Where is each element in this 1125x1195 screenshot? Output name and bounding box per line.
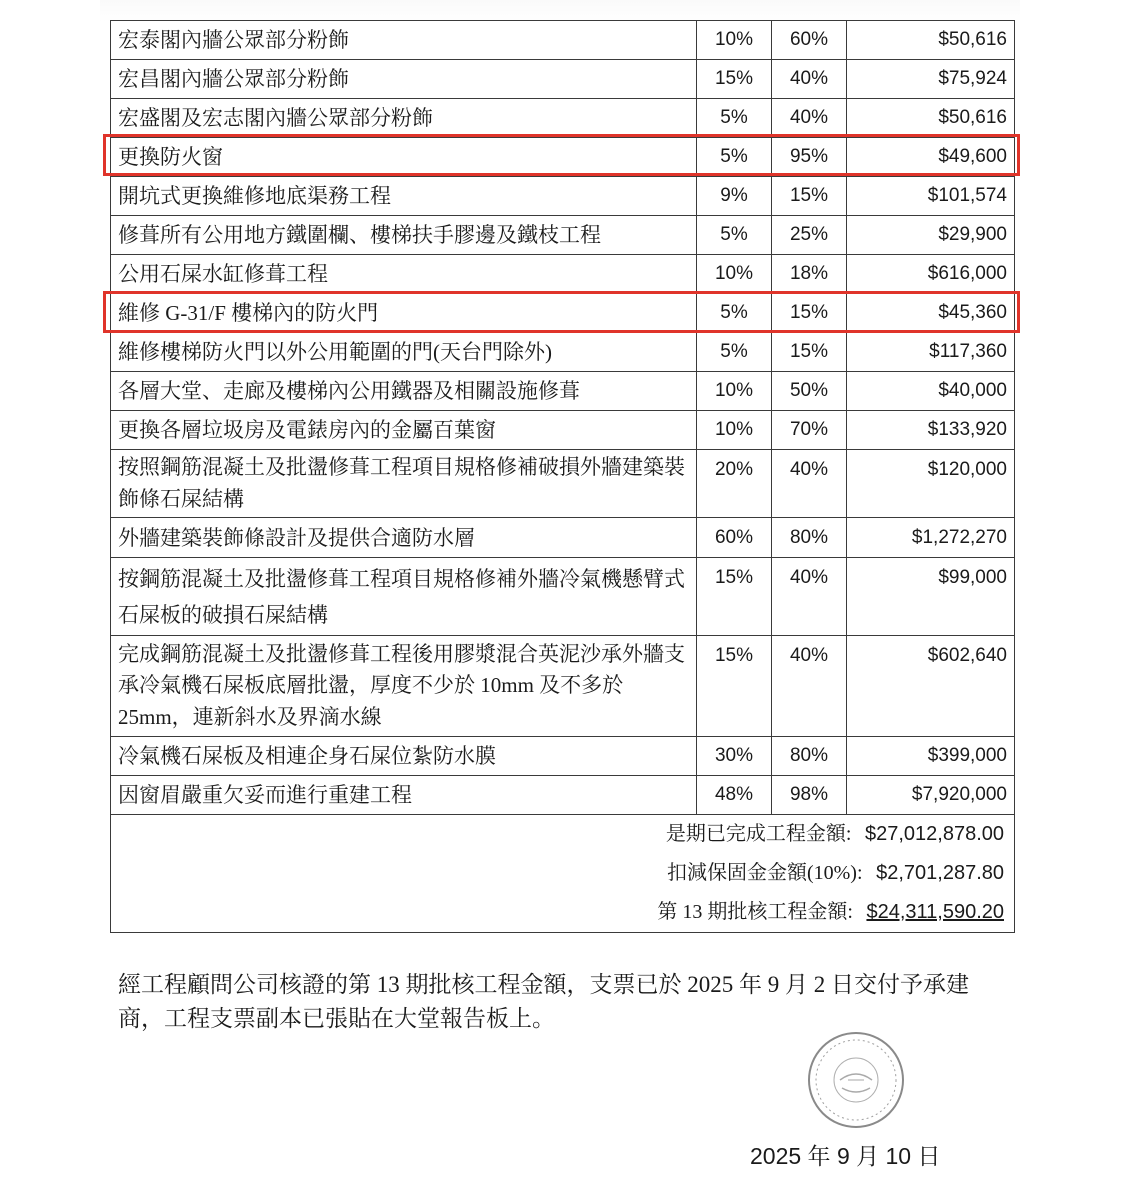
item-percent-cumulative: 70% [772,411,847,450]
item-amount: $117,360 [847,333,1015,372]
item-percent-period: 5% [697,138,772,177]
summary-cell [111,815,1015,933]
table-row [111,372,1015,411]
table-row-highlighted [111,294,1015,333]
approved-amount-value: $24,311,590.20 [866,901,1004,923]
item-percent-cumulative: 40% [772,558,847,636]
item-amount: $133,920 [847,411,1015,450]
item-percent-period: 5% [697,99,772,138]
item-percent-period: 30% [697,737,772,776]
item-percent-period: 5% [697,216,772,255]
item-percent-period: 10% [697,255,772,294]
approved-amount-label: 第 13 期批核工程金額: [657,901,853,923]
retention-amount-label: 扣減保固金金額(10%): [666,862,863,884]
item-amount: $29,900 [847,216,1015,255]
table-row [111,99,1015,138]
item-amount: $602,640 [847,636,1015,737]
item-amount: $75,924 [847,60,1015,99]
completed-amount-label: 是期已完成工程金額: [665,823,852,845]
item-amount: $50,616 [847,21,1015,60]
table-row [111,255,1015,294]
item-percent-cumulative: 15% [772,294,847,333]
summary-row [111,815,1015,933]
item-percent-cumulative: 15% [772,177,847,216]
approved-amount-line [121,893,1004,932]
completed-amount-line [121,815,1004,854]
table-row [111,21,1015,60]
item-percent-cumulative: 18% [772,255,847,294]
item-percent-period: 9% [697,177,772,216]
item-percent-period: 10% [697,411,772,450]
item-percent-period: 15% [697,558,772,636]
retention-amount-value: $2,701,287.80 [876,862,1004,884]
item-percent-period: 60% [697,518,772,558]
document-date: 2025 年 9 月 10 日 [750,1143,941,1169]
item-amount: $40,000 [847,372,1015,411]
page-top-edge [100,0,1020,22]
item-percent-cumulative: 25% [772,216,847,255]
item-description: 按鋼筋混凝土及批盪修葺工程項目規格修補外牆冷氣機懸臂式石屎板的破損石屎結構 [111,558,697,636]
item-description: 宏昌閣內牆公眾部分粉飾 [111,60,697,99]
item-description: 宏泰閣內牆公眾部分粉飾 [111,21,697,60]
item-description: 宏盛閣及宏志閣內牆公眾部分粉飾 [111,99,697,138]
item-percent-cumulative: 80% [772,518,847,558]
item-amount: $99,000 [847,558,1015,636]
item-percent-cumulative: 50% [772,372,847,411]
approval-note: 經工程顧問公司核證的第 13 期批核工程金額，支票已於 2025 年 9 月 2 日交付予承建商，工程支票副本已張貼在大堂報告板上。 [118,972,969,1031]
item-description: 開坑式更換維修地底渠務工程 [111,177,697,216]
item-amount: $45,360 [847,294,1015,333]
item-description: 完成鋼筋混凝土及批盪修葺工程後用膠漿混合英泥沙承外牆支承冷氣機石屎板底層批盪，厚度不少於 10mm 及不多於 25mm，連新斜水及界滴水線 [111,636,697,737]
item-percent-cumulative: 40% [772,60,847,99]
item-amount: $616,000 [847,255,1015,294]
item-description: 外牆建築裝飾條設計及提供合適防水層 [111,518,697,558]
works-table [110,20,1015,933]
item-percent-cumulative: 40% [772,636,847,737]
item-amount: $49,600 [847,138,1015,177]
table-row [111,518,1015,558]
item-percent-cumulative: 95% [772,138,847,177]
table-row [111,411,1015,450]
table-row [111,216,1015,255]
item-amount: $120,000 [847,450,1015,518]
item-percent-cumulative: 60% [772,21,847,60]
retention-amount-line [121,854,1004,893]
table-row [111,776,1015,815]
item-amount: $399,000 [847,737,1015,776]
item-percent-cumulative: 15% [772,333,847,372]
item-description: 維修樓梯防火門以外公用範圍的門(天台門除外) [111,333,697,372]
table-row [111,177,1015,216]
item-percent-cumulative: 40% [772,99,847,138]
item-description: 各層大堂、走廊及樓梯內公用鐵器及相關設施修葺 [111,372,697,411]
item-percent-period: 10% [697,21,772,60]
item-percent-cumulative: 98% [772,776,847,815]
item-description: 維修 G-31/F 樓梯內的防火門 [111,294,697,333]
item-percent-period: 15% [697,60,772,99]
item-percent-cumulative: 40% [772,450,847,518]
table-row-highlighted [111,138,1015,177]
item-amount: $50,616 [847,99,1015,138]
table-row [111,60,1015,99]
item-description: 公用石屎水缸修葺工程 [111,255,697,294]
item-percent-cumulative: 80% [772,737,847,776]
item-percent-period: 5% [697,294,772,333]
completed-amount-value: $27,012,878.00 [864,823,1004,845]
table-row [111,737,1015,776]
item-description: 更換防火窗 [111,138,697,177]
item-amount: $1,272,270 [847,518,1015,558]
item-description: 冷氣機石屎板及相連企身石屎位紮防水膜 [111,737,697,776]
item-percent-period: 20% [697,450,772,518]
table-row [111,636,1015,737]
item-amount: $7,920,000 [847,776,1015,815]
item-percent-period: 48% [697,776,772,815]
table-row [111,450,1015,518]
item-amount: $101,574 [847,177,1015,216]
item-percent-period: 10% [697,372,772,411]
company-seal-stamp [806,1030,906,1130]
table-row [111,333,1015,372]
item-percent-period: 15% [697,636,772,737]
item-description: 因窗眉嚴重欠妥而進行重建工程 [111,776,697,815]
item-description: 修葺所有公用地方鐵圍欄、樓梯扶手膠邊及鐵枝工程 [111,216,697,255]
table-row [111,558,1015,636]
item-percent-period: 5% [697,333,772,372]
item-description: 按照鋼筋混凝土及批盪修葺工程項目規格修補破損外牆建築裝飾條石屎結構 [111,450,697,518]
item-description: 更換各層垃圾房及電錶房內的金屬百葉窗 [111,411,697,450]
